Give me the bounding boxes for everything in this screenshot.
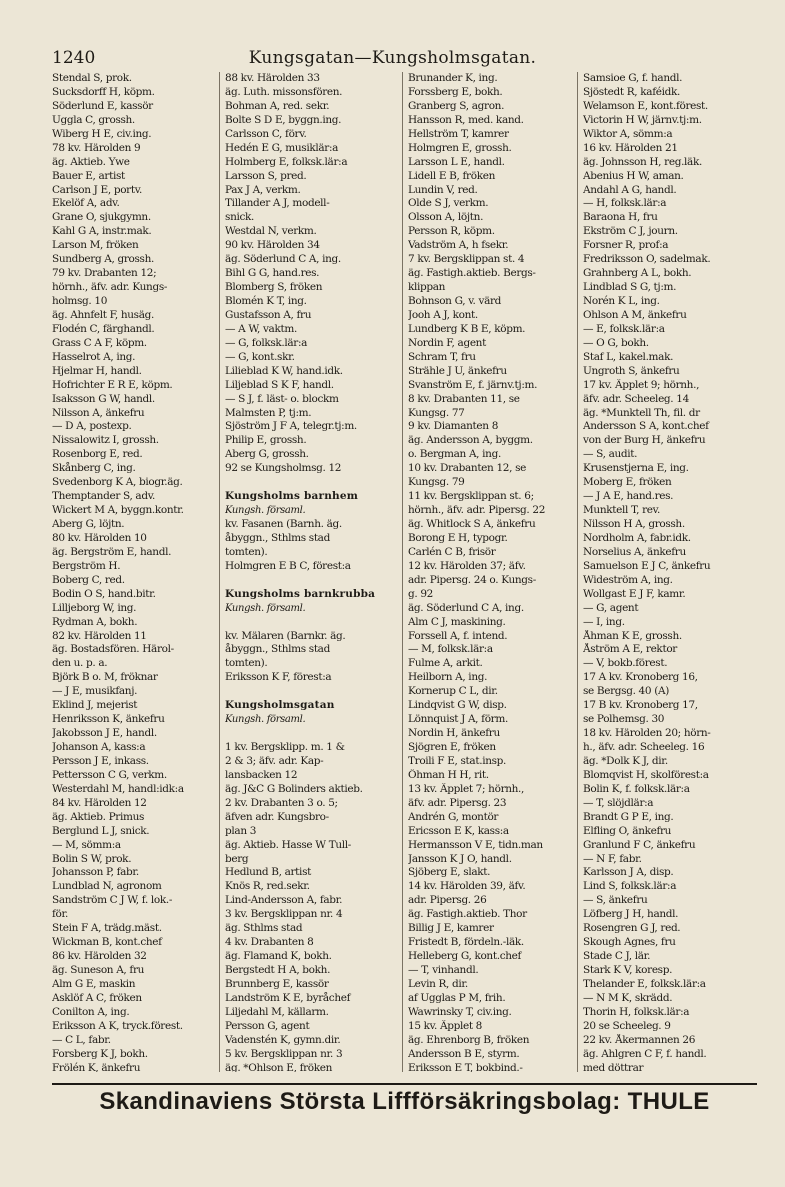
directory-entry: Sjögren E, fröken — [408, 741, 496, 753]
directory-entry: äg. Aktieb. Hasse W Tull- — [225, 838, 351, 851]
directory-entry: för. — [52, 908, 69, 921]
directory-entry: Elfling O, änkefru — [583, 824, 672, 837]
directory-entry: Ericsson E K, kass:a — [408, 824, 509, 837]
directory-entry: 90 kv. Härolden 34 — [225, 239, 320, 252]
directory-entry: Eklind J, mejerist — [52, 699, 138, 712]
directory-entry: Jooh A J, kont. — [408, 308, 478, 321]
directory-entry: Welamson E, kont.förest. — [583, 99, 708, 112]
directory-entry: Fredriksson O, sadelmak. — [583, 253, 711, 266]
directory-entry: Landström K E, byråchef — [225, 991, 351, 1004]
directory-entry: Samuelson E J C, änkefru — [583, 559, 711, 572]
directory-entry: — N M K, skrädd. — [583, 991, 673, 1004]
directory-entry: Hjelmar H, handl. — [52, 364, 142, 377]
directory-entry: 22 kv. Åkermannen 26 — [583, 1033, 696, 1046]
directory-entry: Nordin H, änkefru — [408, 727, 500, 740]
directory-entry: åbyggn., Sthlms stad — [225, 643, 330, 656]
directory-entry: 11 kv. Bergsklippan st. 6; — [408, 490, 534, 503]
directory-entry: Brunnberg E, kassör — [225, 977, 329, 990]
directory-entry: Wollgast E J F, kamr. — [583, 587, 686, 600]
directory-entry: Grass C A F, köpm. — [52, 336, 147, 349]
directory-entry: Berglund L J, snick. — [52, 824, 150, 837]
directory-entry: 17 kv. Äpplet 9; hörnh., — [583, 378, 700, 391]
directory-entry: Bolin K, f. folksk.lär:a — [583, 782, 690, 795]
directory-entry: äg. Aktieb. Primus — [52, 810, 145, 823]
directory-entry: Wickman B, kont.chef — [52, 936, 162, 949]
directory-entry: 7 kv. Bergsklippan st. 4 — [408, 253, 525, 266]
directory-entry: Forssberg E, bokh. — [408, 85, 503, 98]
directory-entry: berg — [225, 852, 249, 865]
directory-entry: Kornerup C L, dir. — [408, 685, 498, 698]
directory-entry: Holmgren E, grossh. — [408, 141, 512, 154]
directory-entry: Levin R, dir. — [408, 977, 468, 990]
directory-entry: Pettersson C G, verkm. — [52, 768, 167, 781]
directory-entry: Forsberg K J, bokh. — [52, 1047, 148, 1060]
directory-entry: Billig J E, kamrer — [408, 922, 494, 935]
directory-entry: Strähle J U, änkefru — [408, 364, 507, 377]
directory-entry: Svedenborg K A, biogr.äg. — [52, 476, 183, 489]
directory-entry: 8 kv. Drabanten 11, se — [408, 392, 520, 405]
directory-entry: äg. Bergström E, handl. — [52, 545, 172, 558]
directory-entry: äg. Sthlms stad — [225, 922, 303, 935]
directory-entry: Norén K L, ing. — [583, 295, 660, 307]
column-1 — [52, 72, 219, 1072]
directory-entry: Ungroth S, änkefru — [583, 364, 680, 377]
directory-entry: äg. Ahlgren C F, f. handl. — [583, 1047, 707, 1060]
directory-entry: Åström A E, rektor — [583, 643, 677, 656]
directory-entry: Åhman K E, grossh. — [583, 629, 682, 642]
directory-entry: Isaksson G W, handl. — [52, 392, 155, 405]
directory-entry: 2 & 3; äfv. adr. Kap- — [225, 754, 324, 767]
directory-entry: hörnh., äfv. adr. Kungs- — [52, 281, 168, 294]
directory-entry: 2 kv. Drabanten 3 o. 5; — [225, 796, 338, 809]
directory-entry: äg. Johnsson H, reg.läk. — [583, 155, 702, 168]
directory-entry: Carlsson C, förv. — [225, 127, 307, 140]
directory-entry: — A W, vaktm. — [225, 322, 297, 335]
directory-entry: Stade C J, lär. — [583, 950, 651, 963]
directory-entry: Skånberg C, ing. — [52, 462, 136, 475]
directory-entry: Frölén K, änkefru — [52, 1061, 141, 1072]
directory-entry: 16 kv. Härolden 21 — [583, 141, 678, 154]
directory-entry: o. Bergman A, ing. — [408, 448, 501, 461]
directory-entry: Hofrichter E R E, köpm. — [52, 378, 173, 391]
directory-entry: Blomén K T, ing. — [225, 295, 307, 307]
directory-entry: Vadström A, h fsekr. — [408, 239, 509, 252]
directory-entry: 92 se Kungsholmsg. 12 — [225, 462, 342, 475]
directory-entry: äg. Whitlock S A, änkefru — [408, 518, 536, 530]
directory-entry: Westdal N, verkm. — [225, 225, 317, 238]
directory-entry: Persson R, köpm. — [408, 225, 495, 238]
directory-entry: — J A E, hand.res. — [583, 490, 674, 503]
directory-entry: Norselius A, änkefru — [583, 545, 686, 558]
directory-entry: Granberg S, agron. — [408, 99, 505, 112]
directory-entry: äfv. adr. Pipersg. 23 — [408, 796, 507, 809]
directory-entry: Hedlund B, artist — [225, 866, 311, 879]
directory-entry: med döttrar — [583, 1061, 644, 1072]
directory-entry: 20 se Scheeleg. 9 — [583, 1019, 671, 1032]
directory-entry: äg. Ehrenborg B, fröken — [408, 1033, 530, 1046]
directory-entry: Nilsson H A, grossh. — [583, 518, 685, 530]
directory-entry: 17 B kv. Kronoberg 17, — [583, 699, 698, 712]
directory-entry: Carlén C B, frisör — [408, 545, 496, 558]
directory-entry — [225, 476, 402, 490]
directory-entry: Jansson K J O, handl. — [408, 852, 512, 865]
directory-entry: Knös R, red.sekr. — [225, 880, 310, 893]
directory-entry: 17 A kv. Kronoberg 16, — [583, 671, 698, 684]
directory-entry: 14 kv. Härolden 39, äfv. — [408, 880, 526, 893]
directory-entry: Helleberg G, kont.chef — [408, 950, 522, 963]
directory-entry: snick. — [225, 211, 255, 224]
directory-entry: — C L, fabr. — [52, 1033, 111, 1046]
directory-entry: Liljeblad S K F, handl. — [225, 378, 334, 391]
directory-entry: Krusenstjerna E, ing. — [583, 462, 689, 475]
directory-entry: 10 kv. Drabanten 12, se — [408, 462, 526, 475]
directory-entry: Löfberg J H, handl. — [583, 908, 679, 921]
directory-entry: äg. *Dolk K J, dir. — [583, 754, 668, 767]
directory-entry: Aberg G, löjtn. — [52, 518, 125, 530]
directory-entry: 1 kv. Bergsklipp. m. 1 & — [225, 741, 345, 753]
directory-entry: Sjöberg E, slakt. — [408, 866, 491, 879]
directory-entry: Fulme A, arkit. — [408, 657, 483, 670]
column-2 — [219, 72, 402, 1072]
directory-entry: Vadenstén K, gymn.dir. — [225, 1033, 341, 1046]
directory-entry: Wiberg H E, civ.ing. — [52, 127, 152, 140]
directory-entry: Johanson A, kass:a — [52, 741, 146, 753]
directory-entry: Kungsg. 79 — [408, 476, 465, 489]
page-title: Kungsgatan—Kungsholmsgatan. — [248, 48, 537, 68]
directory-entry: kv. Mälaren (Barnkr. äg. — [225, 629, 346, 642]
directory-entry: Ekström C J, journ. — [583, 225, 678, 238]
directory-entry: Uggla C, grossh. — [52, 113, 135, 126]
directory-entry: äg. Bostadsfören. Härol- — [52, 643, 174, 656]
directory-entry — [225, 574, 402, 588]
directory-entry: 80 kv. Härolden 10 — [52, 531, 147, 544]
directory-entry: Wawrinsky T, civ.ing. — [408, 1005, 512, 1018]
directory-entry: Boberg C, red. — [52, 573, 125, 586]
directory-entry: Bihl G G, hand.res. — [225, 267, 320, 280]
directory-entry: Wickert M A, byggn.kontr. — [52, 504, 184, 517]
directory-entry: Sjöström J F A, telegr.tj:m. — [225, 420, 357, 433]
directory-entry: Abenius H W, aman. — [583, 169, 684, 182]
directory-entry: Westerdahl M, handl:idk:a — [52, 782, 184, 795]
directory-entry: Baraona H, fru — [583, 211, 658, 224]
directory-entry: äfv. adr. Scheeleg. 14 — [583, 392, 689, 405]
directory-entry: 88 kv. Härolden 33 — [225, 72, 320, 84]
directory-entry: Holmgren E B C, förest:a — [225, 559, 351, 572]
directory-entry: Olsson A, löjtn. — [408, 211, 484, 224]
directory-entry: 78 kv. Härolden 9 — [52, 141, 141, 154]
directory-entry: 79 kv. Drabanten 12; — [52, 267, 157, 280]
directory-entry: Björk B o. M, fröknar — [52, 671, 158, 684]
section-heading: Kungsholms barnkrubba — [225, 587, 376, 600]
directory-entry: Bergstedt H A, bokh. — [225, 964, 331, 976]
directory-entry: Eriksson E T, bokbind.- — [408, 1061, 523, 1072]
directory-entry: äg. *Munktell Th, fil. dr — [583, 406, 700, 419]
directory-entry: Borong E H, typogr. — [408, 531, 508, 544]
directory-entry: Stark K V, koresp. — [583, 964, 673, 976]
directory-entry: — N F, fabr. — [583, 852, 642, 865]
directory-entry: Conilton A, ing. — [52, 1005, 130, 1018]
directory-entry: Hermansson V E, tidn.man — [408, 838, 543, 851]
directory-entry: äg. Aktieb. Ywe — [52, 155, 130, 168]
directory-entry: Bauer E, artist — [52, 169, 125, 182]
directory-entry: — V, bokb.förest. — [583, 657, 668, 670]
directory-entry: — M, sömm:a — [52, 838, 121, 851]
directory-entry: Eriksson A K, tryck.förest. — [52, 1019, 183, 1032]
directory-entry: Svanström E, f. järnv.tj:m. — [408, 378, 538, 391]
directory-entry: Hellström T, kamrer — [408, 127, 509, 140]
directory-entry: — J E, musikfanj. — [52, 685, 138, 698]
section-parish: Kungsh. församl. — [225, 505, 306, 517]
directory-entry: Lindqvist G W, disp. — [408, 699, 507, 712]
directory-entry: Hedén E G, musiklär:a — [225, 141, 339, 154]
directory-entry: åbyggn., Sthlms stad — [225, 531, 330, 544]
directory-entry: Rydman A, bokh. — [52, 615, 138, 628]
directory-entry: se Polhemsg. 30 — [583, 713, 665, 726]
directory-entry: Alm G E, maskin — [52, 977, 136, 990]
directory-entry: den u. p. a. — [52, 657, 108, 670]
directory-entry: Liljedahl M, källarm. — [225, 1005, 329, 1018]
directory-entry: Bergström H. — [52, 559, 121, 572]
directory-entry: Andahl A G, handl. — [583, 183, 677, 196]
directory-entry: äg. Luth. missonsfören. — [225, 85, 343, 98]
directory-columns — [52, 72, 757, 1072]
directory-entry: Henriksson K, änkefru — [52, 713, 165, 726]
directory-entry: Kungsg. 77 — [408, 406, 465, 419]
directory-entry: Eriksson K F, förest:a — [225, 671, 332, 684]
directory-entry: Alm C J, maskining. — [408, 615, 506, 628]
directory-entry: — M, folksk.lär:a — [408, 643, 493, 656]
directory-entry: äg. Fastigh.aktieb. Thor — [408, 908, 527, 921]
directory-entry: Tillander A J, modell- — [225, 197, 330, 210]
directory-entry: Nilsson A, änkefru — [52, 406, 145, 419]
directory-entry: 5 kv. Bergsklippan nr. 3 — [225, 1047, 343, 1060]
directory-entry: 9 kv. Diamanten 8 — [408, 420, 499, 433]
directory-entry: Thelander E, folksk.lär:a — [583, 977, 706, 990]
directory-entry: äg. Söderlund C A, ing. — [225, 253, 341, 266]
directory-entry: — D A, postexp. — [52, 420, 132, 433]
directory-entry — [225, 685, 402, 699]
directory-entry: 86 kv. Härolden 32 — [52, 950, 147, 963]
directory-entry: Nissalowitz I, grossh. — [52, 434, 159, 447]
footer-divider — [52, 1083, 757, 1085]
directory-entry: Thorin H, folksk.lär:a — [583, 1005, 690, 1018]
directory-entry: tomten). — [225, 657, 268, 670]
directory-entry: Olde S J, verkm. — [408, 197, 489, 210]
directory-entry: — E, folksk.lär:a — [583, 322, 665, 335]
directory-entry: Stendal S, prok. — [52, 72, 132, 84]
directory-entry: — G, kont.skr. — [225, 350, 295, 363]
directory-entry: Lilljeborg W, ing. — [52, 601, 137, 614]
directory-entry: Persson G, agent — [225, 1019, 310, 1032]
directory-entry: Andersson B E, styrm. — [408, 1047, 520, 1060]
directory-entry: Nordin F, agent — [408, 336, 486, 349]
directory-entry: Heilborn A, ing. — [408, 671, 488, 684]
directory-entry: äg. Andersson A, byggm. — [408, 434, 533, 447]
directory-entry: Philip E, grossh. — [225, 434, 307, 447]
directory-entry: Brunander K, ing. — [408, 72, 498, 84]
directory-entry: Wiktor A, sömm:a — [583, 127, 673, 140]
directory-entry: Ekelöf A, adv. — [52, 197, 120, 210]
directory-entry: Victorin H W, järnv.tj:m. — [583, 113, 702, 126]
directory-entry: Larsson S, pred. — [225, 169, 307, 182]
directory-entry: holmsg. 10 — [52, 295, 108, 307]
directory-entry: — T, vinhandl. — [408, 964, 479, 976]
directory-entry: — G, agent — [583, 601, 639, 614]
directory-entry: Gustafsson A, fru — [225, 308, 312, 321]
directory-entry: Holmberg E, folksk.lär:a — [225, 155, 348, 168]
directory-entry: Öhman H H, rit. — [408, 768, 489, 781]
directory-entry: Themptander S, adv. — [52, 490, 156, 503]
directory-entry: Sundberg A, grossh. — [52, 253, 155, 266]
directory-entry: hörnh., äfv. adr. Pipersg. 22 — [408, 504, 546, 517]
directory-entry: — G, folksk.lär:a — [225, 336, 308, 349]
directory-entry: Andersson S A, kont.chef — [583, 420, 709, 433]
directory-entry: se Bergsg. 40 (A) — [583, 685, 669, 698]
directory-entry: Grane O, sjukgymn. — [52, 211, 151, 224]
section-parish: Kungsh. församl. — [225, 714, 306, 726]
directory-entry: Johansson P, fabr. — [52, 866, 139, 879]
directory-entry: Söderlund E, kassör — [52, 99, 153, 112]
directory-entry: von der Burg H, änkefru — [583, 434, 706, 447]
directory-entry: 3 kv. Bergsklippan nr. 4 — [225, 908, 343, 921]
directory-entry: — S J, f. läst- o. blockm — [225, 392, 339, 405]
directory-entry: 12 kv. Härolden 37; äfv. — [408, 559, 526, 572]
directory-entry: Fristedt B, fördeln.-läk. — [408, 936, 524, 949]
section-heading: Kungsholms barnhem — [225, 490, 359, 503]
directory-entry: äfven adr. Kungsbro- — [225, 810, 329, 823]
directory-entry: Troili F E, stat.insp. — [408, 754, 507, 767]
directory-entry: 15 kv. Äpplet 8 — [408, 1019, 483, 1032]
directory-entry: 13 kv. Äpplet 7; hörnh., — [408, 782, 525, 795]
directory-entry: Skough Agnes, fru — [583, 936, 676, 949]
directory-entry: Munktell T, rev. — [583, 504, 660, 517]
directory-entry: Bolin S W, prok. — [52, 852, 132, 865]
directory-entry: Lundblad N, agronom — [52, 880, 162, 893]
directory-entry: Bodin O S, hand.bitr. — [52, 587, 156, 600]
directory-entry: — H, folksk.lär:a — [583, 197, 667, 210]
directory-entry: Sjöstedt R, kaféidk. — [583, 85, 680, 98]
directory-entry: lansbacken 12 — [225, 768, 298, 781]
directory-entry: äg. J&C G Bolinders aktieb. — [225, 782, 363, 795]
directory-entry: Kahl G A, instr.mak. — [52, 225, 152, 238]
directory-entry: Bolte S D E, byggn.ing. — [225, 113, 342, 126]
directory-entry: tomten). — [225, 545, 268, 558]
directory-entry: Hasselrot A, ing. — [52, 350, 136, 363]
directory-entry: Sucksdorff H, köpm. — [52, 85, 155, 98]
directory-entry: Karlsson J A, disp. — [583, 866, 674, 879]
directory-entry: 84 kv. Härolden 12 — [52, 796, 147, 809]
directory-entry: plan 3 — [225, 824, 257, 837]
directory-entry: Bohman A, red. sekr. — [225, 99, 330, 112]
directory-entry: — S, audit. — [583, 448, 638, 461]
directory-entry: Pax J A, verkm. — [225, 183, 301, 196]
section-heading: Kungsholmsgatan — [225, 699, 335, 712]
footer-advertisement: Skandinaviens Största Liffförsäkringsbolag: THULE — [99, 1088, 710, 1115]
directory-entry: Lidell E B, fröken — [408, 169, 495, 182]
directory-entry: Forsner R, prof:a — [583, 239, 669, 252]
directory-entry: Grahnberg A L, bokh. — [583, 267, 692, 280]
directory-entry: 82 kv. Härolden 11 — [52, 629, 147, 642]
directory-entry: Rosenborg E, red. — [52, 448, 143, 461]
directory-entry: Staf L, kakel.mak. — [583, 350, 674, 363]
directory-entry: Asklöf A C, fröken — [52, 991, 142, 1004]
section-parish: Kungsh. församl. — [225, 602, 306, 614]
directory-entry — [225, 727, 402, 741]
directory-entry: — I, ing. — [583, 615, 625, 628]
column-3 — [402, 72, 577, 1072]
directory-entry: 18 kv. Härolden 20; hörn- — [583, 727, 711, 740]
page-number: 1240 — [52, 48, 96, 68]
directory-entry: äg. *Ohlson E, fröken — [225, 1061, 333, 1072]
directory-entry: Lilieblad K W, hand.idk. — [225, 364, 343, 377]
directory-entry: — S, änkefru — [583, 894, 648, 907]
directory-entry: Lönnquist J A, förm. — [408, 713, 508, 726]
directory-entry: Hansson R, med. kand. — [408, 113, 524, 126]
directory-entry: Jakobsson J E, handl. — [52, 727, 157, 740]
directory-entry: h., äfv. adr. Scheeleg. 16 — [583, 741, 705, 753]
directory-entry: af Ugglas P M, frih. — [408, 991, 506, 1004]
directory-entry: klippan — [408, 281, 446, 294]
directory-entry: äg. Suneson A, fru — [52, 964, 145, 976]
directory-entry: Andrén G, montör — [408, 810, 499, 823]
directory-entry: adr. Pipersg. 26 — [408, 894, 487, 907]
directory-entry: Flodén C, färghandl. — [52, 322, 155, 335]
directory-entry: Lind S, folksk.lär:a — [583, 880, 677, 893]
directory-entry: Larson M, fröken — [52, 239, 139, 252]
directory-entry: Larsson L E, handl. — [408, 155, 505, 168]
directory-entry: Forssell A, f. intend. — [408, 629, 508, 642]
directory-entry: Sandström C J W, f. lok.- — [52, 894, 173, 907]
column-4 — [577, 72, 757, 1072]
directory-entry: 4 kv. Drabanten 8 — [225, 936, 314, 949]
directory-entry — [225, 616, 402, 630]
directory-entry: Ohlson A M, änkefru — [583, 308, 687, 321]
directory-entry: — T, slöjdlär:a — [583, 796, 654, 809]
directory-entry: Wideström A, ing. — [583, 573, 673, 586]
directory-entry: Schram T, fru — [408, 350, 476, 363]
directory-entry: Malmsten P, tj:m. — [225, 406, 312, 419]
directory-entry: äg. Söderlund C A, ing. — [408, 601, 524, 614]
directory-entry: Granlund F C, änkefru — [583, 838, 696, 851]
directory-entry: Lindblad S G, tj:m. — [583, 281, 677, 294]
directory-entry: adr. Pipersg. 24 o. Kungs- — [408, 573, 536, 586]
directory-entry: Brandt G P E, ing. — [583, 810, 674, 823]
directory-entry: Moberg E, fröken — [583, 476, 672, 489]
directory-entry: Samsioe G, f. handl. — [583, 72, 683, 84]
directory-entry: Blomqvist H, skolförest:a — [583, 768, 709, 781]
directory-entry: Nordholm A, fabr.idk. — [583, 531, 691, 544]
directory-entry: Aberg G, grossh. — [225, 448, 309, 461]
directory-entry: äg. Flamand K, bokh. — [225, 950, 332, 963]
directory-entry: kv. Fasanen (Barnh. äg. — [225, 518, 342, 530]
directory-entry: Stein F A, trädg.mäst. — [52, 922, 162, 935]
directory-entry: Lind-Andersson A, fabr. — [225, 894, 343, 907]
directory-entry: g. 92 — [408, 587, 434, 600]
directory-entry: äg. Ahnfelt F, husäg. — [52, 308, 154, 321]
directory-entry: Lundberg K B E, köpm. — [408, 322, 526, 335]
directory-entry: äg. Fastigh.aktieb. Bergs- — [408, 267, 536, 280]
directory-entry: — O G, bokh. — [583, 336, 649, 349]
directory-entry: Persson J E, inkass. — [52, 754, 149, 767]
directory-entry: Lundin V, red. — [408, 183, 478, 196]
directory-entry: Blomberg S, fröken — [225, 281, 323, 294]
directory-entry: Bohnson G, v. värd — [408, 295, 502, 307]
directory-entry: Carlson J E, portv. — [52, 183, 143, 196]
directory-entry: Rosengren G J, red. — [583, 922, 681, 935]
